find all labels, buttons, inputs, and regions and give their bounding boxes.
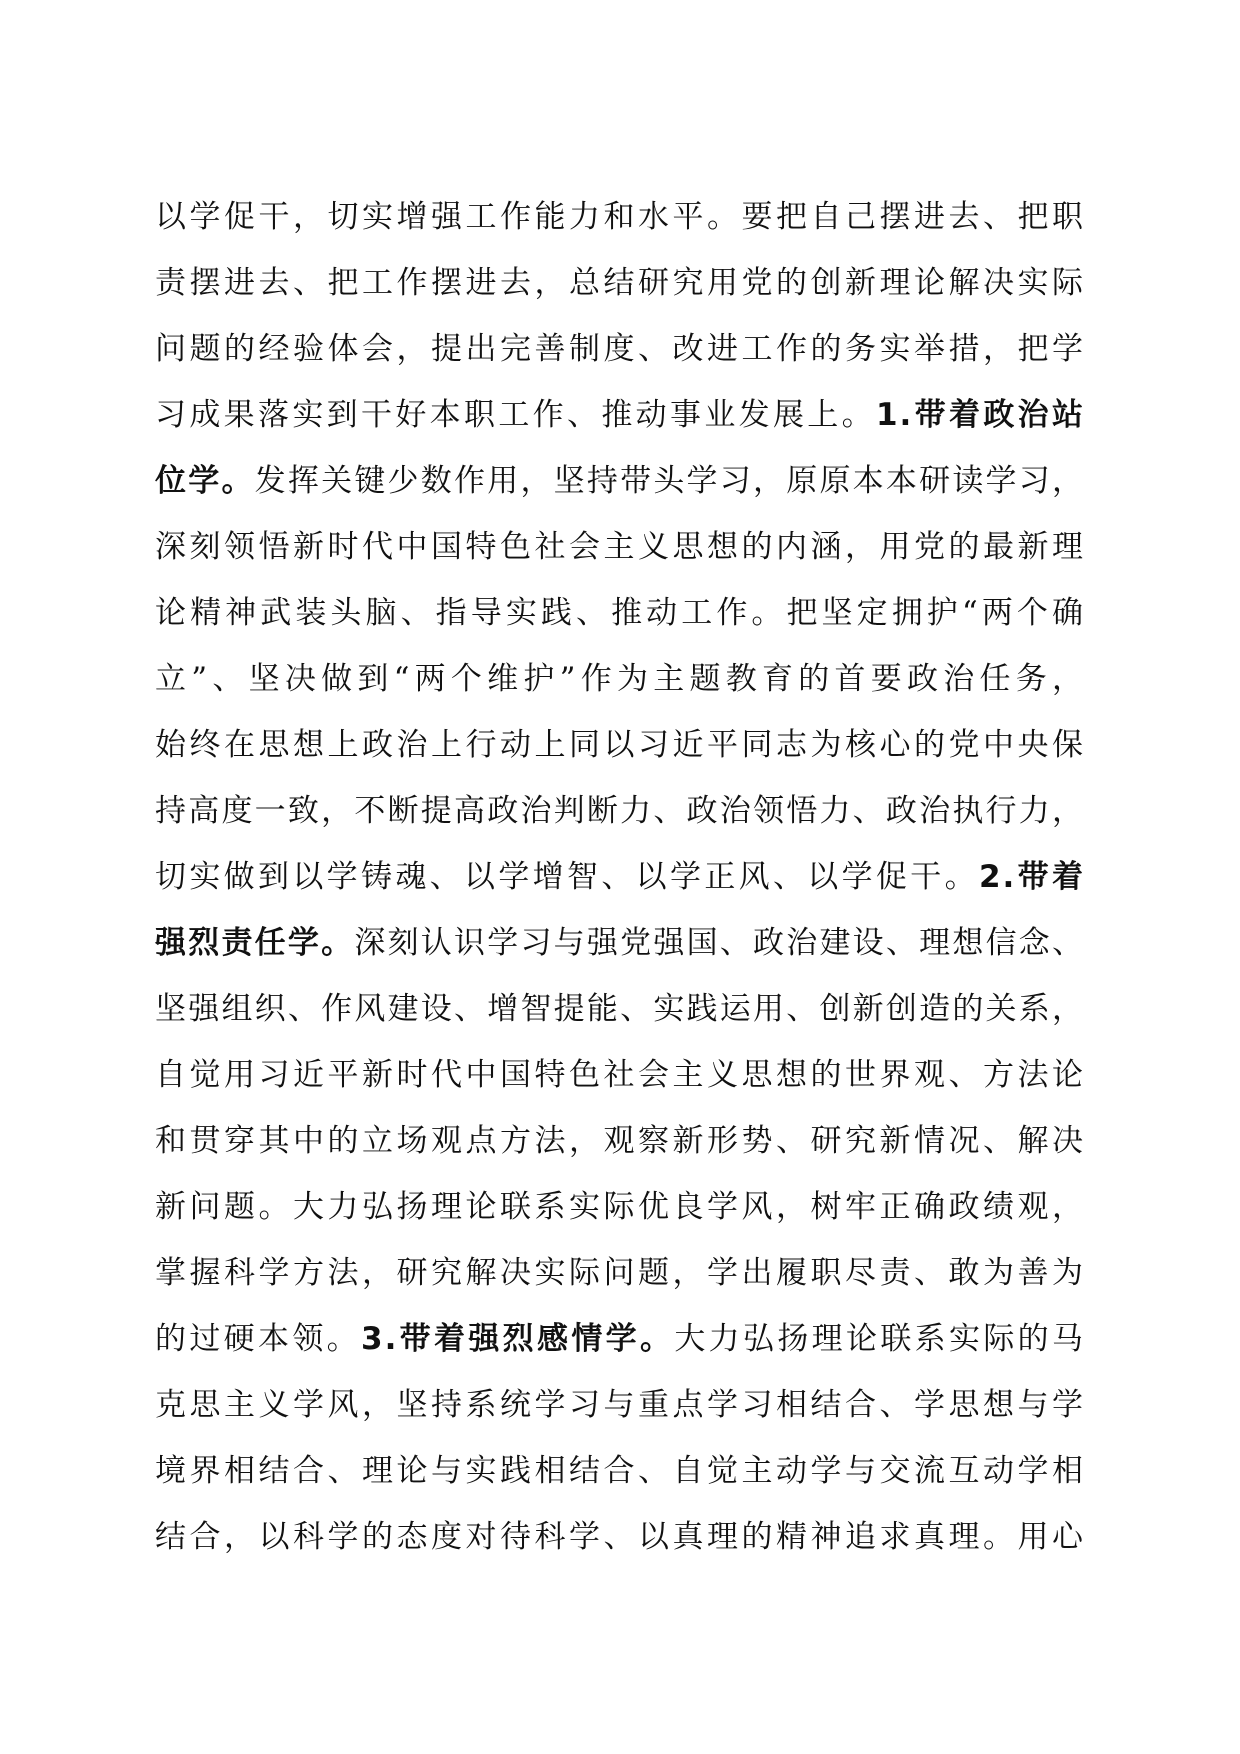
paragraph-text: 掌握科学方法，研究解决实际问题，学出履职尽责、敢为善为 bbox=[155, 1255, 1085, 1291]
text-line bbox=[155, 1306, 1085, 1372]
text-line bbox=[155, 844, 1085, 910]
paragraph-text: 坚强组织、作风建设、增智提能、实践运用、创新创造的关系， bbox=[155, 991, 1085, 1027]
paragraph-text: 以学促干，切实增强工作能力和水平。要把自己摆进去、把职 bbox=[155, 199, 1085, 235]
paragraph-text: 持高度一致，不断提高政治判断力、政治领悟力、政治执行力， bbox=[155, 793, 1085, 829]
text-line bbox=[155, 316, 1085, 382]
text-line bbox=[155, 250, 1085, 316]
text-line bbox=[155, 778, 1085, 844]
paragraph-text: 深刻认识学习与强党强国、政治建设、理想信念、 bbox=[354, 925, 1086, 961]
bold-heading-text: 强烈责任学。 bbox=[155, 925, 355, 961]
text-line bbox=[155, 1108, 1085, 1174]
body-text bbox=[155, 184, 1085, 1570]
paragraph-text: 的过硬本领。 bbox=[155, 1321, 361, 1357]
bold-heading-text: 1.带着政治站 bbox=[875, 397, 1085, 433]
paragraph-text: 大力弘扬理论联系实际的马 bbox=[674, 1321, 1085, 1357]
text-line bbox=[155, 1504, 1085, 1570]
text-line bbox=[155, 1240, 1085, 1306]
bold-heading-text: 2.带着 bbox=[978, 859, 1085, 895]
text-line bbox=[155, 448, 1085, 514]
paragraph-text: 自觉用习近平新时代中国特色社会主义思想的世界观、方法论 bbox=[155, 1057, 1085, 1093]
paragraph-text: 立”、坚决做到“两个维护”作为主题教育的首要政治任务， bbox=[155, 661, 1085, 697]
text-line bbox=[155, 184, 1085, 250]
paragraph-text: 克思主义学风，坚持系统学习与重点学习相结合、学思想与学 bbox=[155, 1387, 1085, 1423]
bold-heading-text: 3.带着强烈感情学。 bbox=[361, 1321, 675, 1357]
text-line bbox=[155, 514, 1085, 580]
paragraph-text: 发挥关键少数作用，坚持带头学习，原原本本研读学习， bbox=[254, 463, 1086, 499]
bold-heading-text: 位学。 bbox=[155, 463, 255, 499]
paragraph-text: 切实做到以学铸魂、以学增智、以学正风、以学促干。 bbox=[155, 859, 979, 895]
paragraph-text: 始终在思想上政治上行动上同以习近平同志为核心的党中央保 bbox=[155, 727, 1085, 763]
paragraph-text: 境界相结合、理论与实践相结合、自觉主动学与交流互动学相 bbox=[155, 1453, 1085, 1489]
text-line bbox=[155, 1372, 1085, 1438]
paragraph-text: 问题的经验体会，提出完善制度、改进工作的务实举措，把学 bbox=[155, 331, 1085, 367]
text-line bbox=[155, 1174, 1085, 1240]
paragraph-text: 责摆进去、把工作摆进去，总结研究用党的创新理论解决实际 bbox=[155, 265, 1085, 301]
paragraph-text: 新问题。大力弘扬理论联系实际优良学风，树牢正确政绩观， bbox=[155, 1189, 1085, 1225]
paragraph-text: 深刻领悟新时代中国特色社会主义思想的内涵，用党的最新理 bbox=[155, 529, 1085, 565]
paragraph-text: 和贯穿其中的立场观点方法，观察新形势、研究新情况、解决 bbox=[155, 1123, 1085, 1159]
text-line bbox=[155, 646, 1085, 712]
text-line bbox=[155, 382, 1085, 448]
text-line bbox=[155, 910, 1085, 976]
text-line bbox=[155, 580, 1085, 646]
text-line bbox=[155, 976, 1085, 1042]
text-line bbox=[155, 1438, 1085, 1504]
paragraph-text: 论精神武装头脑、指导实践、推动工作。把坚定拥护“两个确 bbox=[155, 595, 1085, 631]
paragraph-text: 习成果落实到干好本职工作、推动事业发展上。 bbox=[155, 397, 876, 433]
paragraph-text: 结合，以科学的态度对待科学、以真理的精神追求真理。用心 bbox=[155, 1519, 1085, 1555]
text-line bbox=[155, 1042, 1085, 1108]
text-line bbox=[155, 712, 1085, 778]
